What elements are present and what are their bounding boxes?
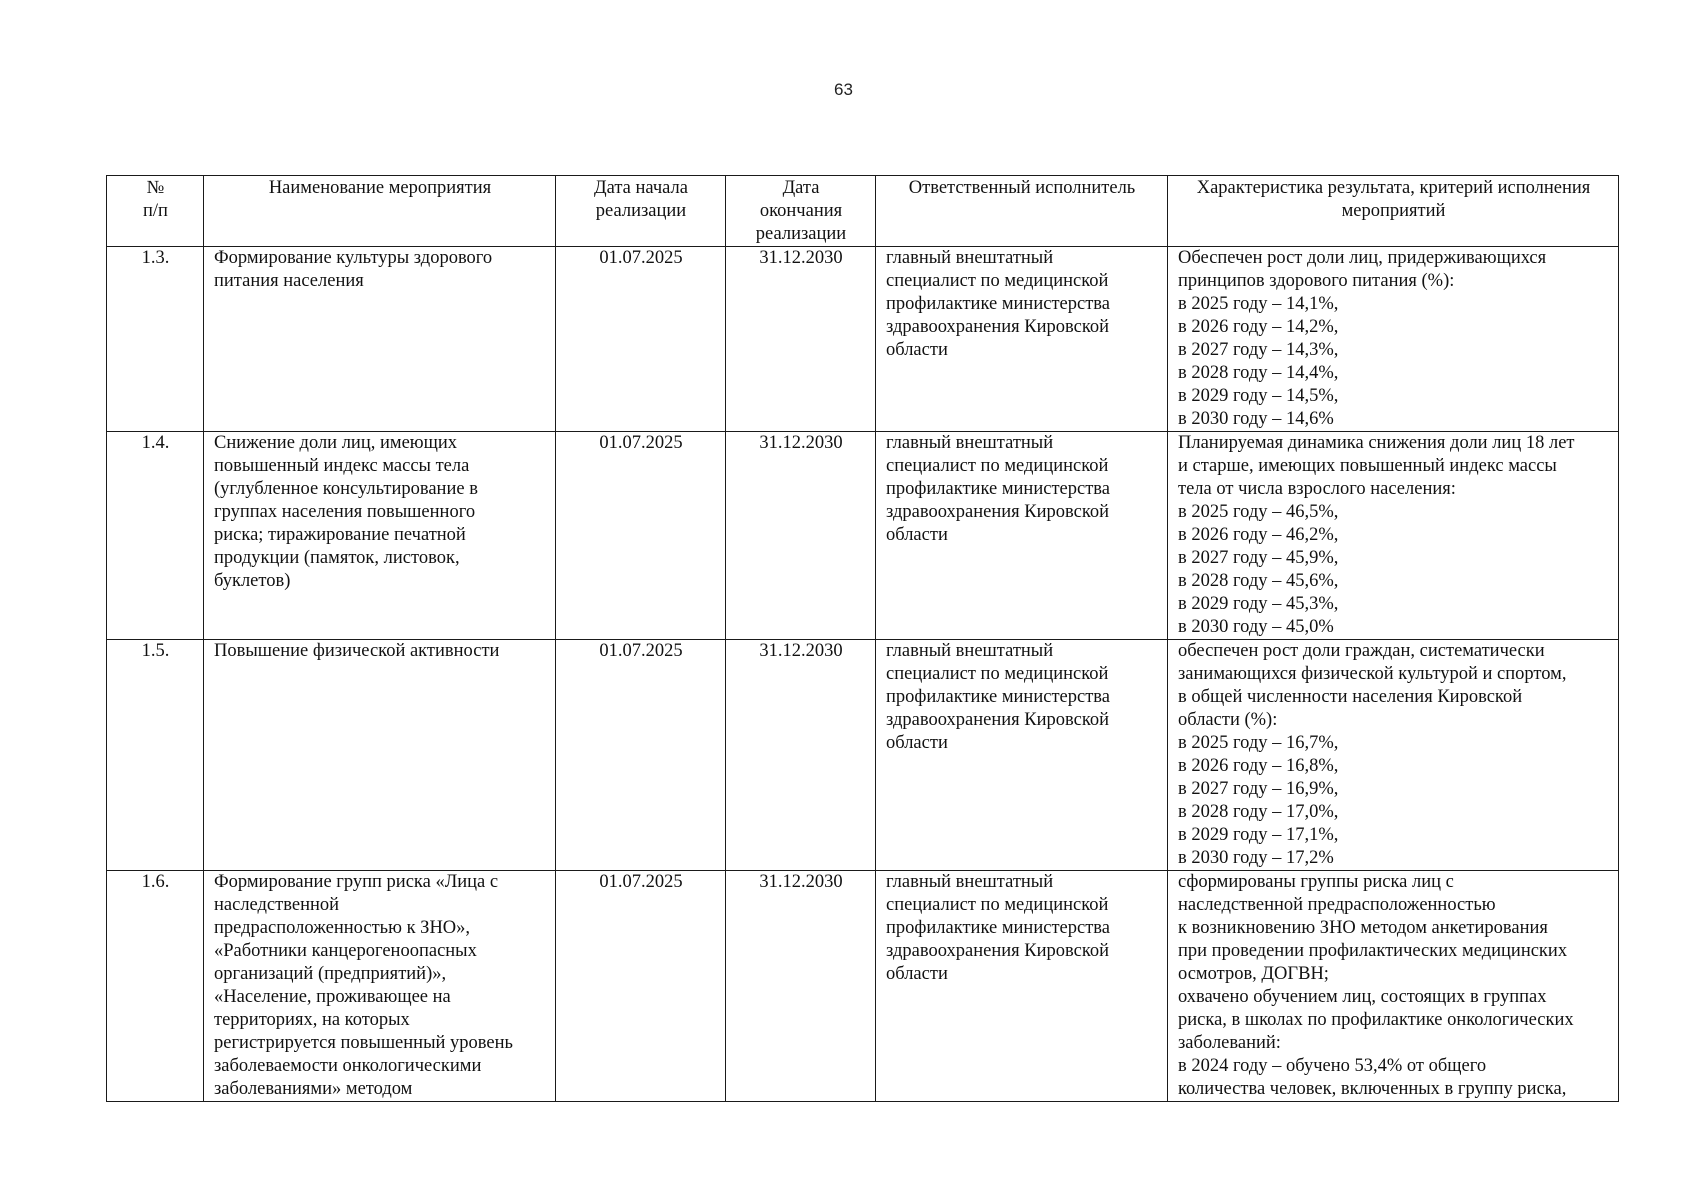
table-row bbox=[107, 640, 1619, 871]
row-executor: главный внештатный специалист по медицинской профилактике министерства здравоохранения Кировской области bbox=[876, 432, 1168, 640]
row-executor: главный внештатный специалист по медицинской профилактике министерства здравоохранения Кировской области bbox=[876, 640, 1168, 871]
row-end-date: 31.12.2030 bbox=[726, 640, 876, 871]
row-result: обеспечен рост доли граждан, систематически занимающихся физической культурой и спортом, в общей численности населения Кировской области (%): в 2025 году – 16,7%, в 2026 году – 16,8%, в 2027 году – 16,9%, в 2028 году – 17,0%, в 2029 году – 17,1%, в 2030 году – 17,2% bbox=[1168, 640, 1619, 871]
row-result: Обеспечен рост доли лиц, придерживающихся принципов здорового питания (%): в 2025 году – 14,1%, в 2026 году – 14,2%, в 2027 году – 14,3%, в 2028 году – 14,4%, в 2029 году – 14,5%, в 2030 году – 14,6% bbox=[1168, 247, 1619, 432]
row-name: Формирование групп риска «Лица с наследственной предрасположенностью к ЗНО», «Работники канцерогеноопасных организаций (предприятий)», «Население, проживающее на территориях, на которых регистрируется повышенный уровень заболеваемости онкологическими заболеваниями» методом bbox=[204, 871, 556, 1102]
row-executor: главный внештатный специалист по медицинской профилактике министерства здравоохранения Кировской области bbox=[876, 871, 1168, 1102]
row-start-date: 01.07.2025 bbox=[556, 871, 726, 1102]
row-name: Формирование культуры здорового питания населения bbox=[204, 247, 556, 432]
row-start-date: 01.07.2025 bbox=[556, 247, 726, 432]
row-num: 1.6. bbox=[107, 871, 204, 1102]
page-number: 63 bbox=[834, 80, 853, 99]
table-row bbox=[107, 247, 1619, 432]
row-start-date: 01.07.2025 bbox=[556, 432, 726, 640]
header-start-date: Дата начала реализации bbox=[556, 176, 726, 247]
row-end-date: 31.12.2030 bbox=[726, 247, 876, 432]
header-name: Наименование мероприятия bbox=[204, 176, 556, 247]
row-name: Снижение доли лиц, имеющих повышенный индекс массы тела (углубленное консультирование в группах населения повышенного риска; тиражирование печатной продукции (памяток, листовок, буклетов) bbox=[204, 432, 556, 640]
row-num: 1.4. bbox=[107, 432, 204, 640]
measures-table bbox=[106, 175, 1619, 1102]
table-row bbox=[107, 432, 1619, 640]
table-header-row bbox=[107, 176, 1619, 247]
row-result: сформированы группы риска лиц с наследственной предрасположенностью к возникновению ЗНО методом анкетирования при проведении профилактических медицинских осмотров, ДОГВН; охвачено обучением лиц, состоящих в группах риска, в школах по профилактике онкологических заболеваний: в 2024 году – обучено 53,4% от общего количества человек, включенных в группу риска, bbox=[1168, 871, 1619, 1102]
row-num: 1.3. bbox=[107, 247, 204, 432]
row-end-date: 31.12.2030 bbox=[726, 871, 876, 1102]
row-num: 1.5. bbox=[107, 640, 204, 871]
row-end-date: 31.12.2030 bbox=[726, 432, 876, 640]
row-result: Планируемая динамика снижения доли лиц 18 лет и старше, имеющих повышенный индекс массы тела от числа взрослого населения: в 2025 году – 46,5%, в 2026 году – 46,2%, в 2027 году – 45,9%, в 2028 году – 45,6%, в 2029 году – 45,3%, в 2030 году – 45,0% bbox=[1168, 432, 1619, 640]
table-row bbox=[107, 871, 1619, 1102]
header-num: № п/п bbox=[107, 176, 204, 247]
row-start-date: 01.07.2025 bbox=[556, 640, 726, 871]
row-executor: главный внештатный специалист по медицинской профилактике министерства здравоохранения Кировской области bbox=[876, 247, 1168, 432]
header-result: Характеристика результата, критерий исполнения мероприятий bbox=[1168, 176, 1619, 247]
header-end-date: Дата окончания реализации bbox=[726, 176, 876, 247]
header-executor: Ответственный исполнитель bbox=[876, 176, 1168, 247]
row-name: Повышение физической активности bbox=[204, 640, 556, 871]
